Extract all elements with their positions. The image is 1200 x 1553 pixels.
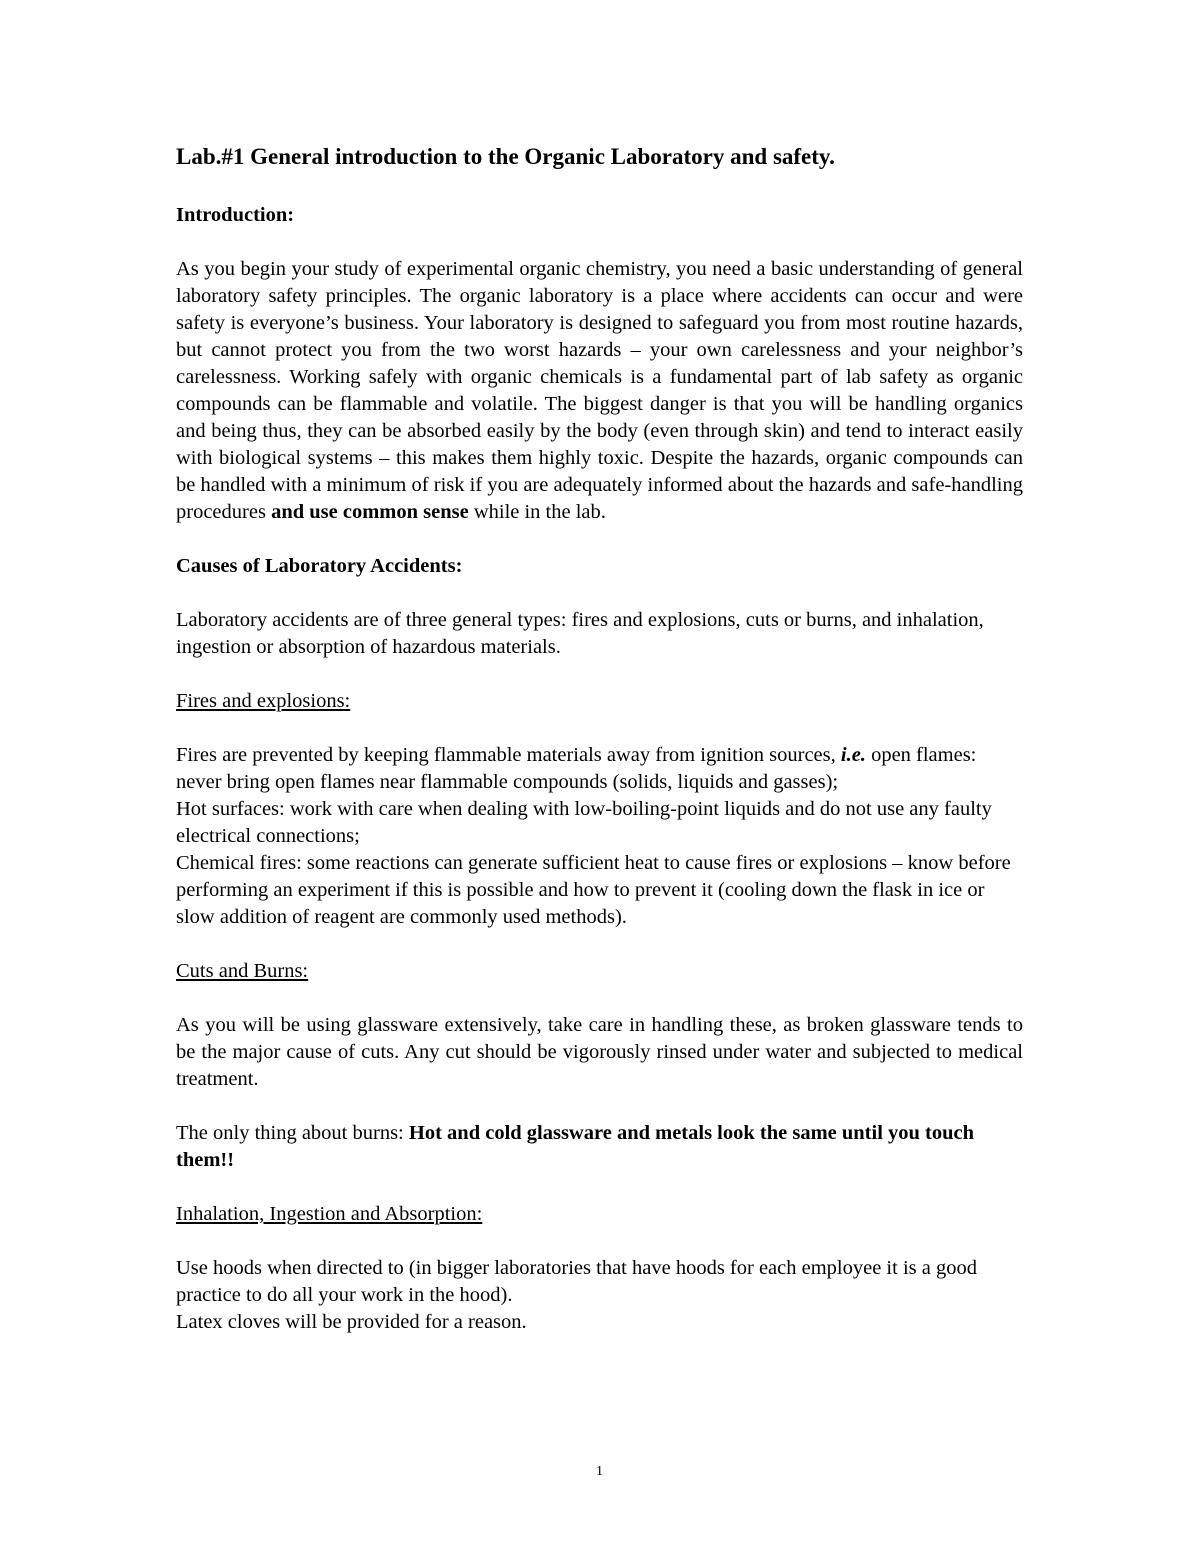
- introduction-text-end: while in the lab.: [468, 501, 606, 523]
- fires-heading: Fires and explosions:: [176, 690, 351, 712]
- ie-emphasis: i.e.: [840, 744, 866, 766]
- burns-paragraph: [176, 1120, 1023, 1174]
- fires-line1-text: Fires are prevented by keeping flammable materials away from ignition sources,: [176, 744, 841, 766]
- burns-intro: The only thing about burns:: [176, 1122, 409, 1144]
- cuts-heading: Cuts and Burns:: [176, 960, 309, 982]
- inhalation-line-gloves: Latex cloves will be provided for a reason.: [176, 1311, 527, 1333]
- inhalation-line-hoods: Use hoods when directed to (in bigger laboratories that have hoods for each employee it is a good practice to do all your work in the hood).: [176, 1257, 977, 1306]
- introduction-text: As you begin your study of experimental organic chemistry, you need a basic understanding of general laboratory safety principles. The organic laboratory is a place where accidents can occur and were safety is everyone’s business. Your laboratory is designed to safeguard you from most routine hazards, but cannot protect you from the two worst hazards – your own carelessness and your neighbor’s carelessness. Working safely with organic chemicals is a fundamental part of lab safety as organic compounds can be flammable and volatile. The biggest danger is that you will be handling organics and being thus, they can be absorbed easily by the body (even through skin) and tend to interact easily with biological systems – this makes them highly toxic. Despite the hazards, organic compounds can be handled with a minimum of risk if you are adequately informed about the hazards and safe-handling procedures: [176, 258, 1023, 523]
- burns-warning: Hot and cold glassware and metals look the same until you touch them!!: [176, 1122, 975, 1171]
- common-sense-emphasis: and use common sense: [271, 501, 469, 523]
- inhalation-heading: Inhalation, Ingestion and Absorption:: [176, 1203, 483, 1225]
- causes-heading: Causes of Laboratory Accidents:: [176, 555, 463, 577]
- causes-paragraph: Laboratory accidents are of three general types: fires and explosions, cuts or burns, and inhalation, ingestion or absorption of hazardous materials.: [176, 609, 984, 658]
- cuts-paragraph: As you will be using glassware extensively, take care in handling these, as broken glassware tends to be the major cause of cuts. Any cut should be vigorously rinsed under water and subjected to medical treatment.: [176, 1014, 1023, 1090]
- fires-line-open-flames: [176, 742, 1023, 796]
- document-title: Lab.#1 General introduction to the Organic Laboratory and safety.: [176, 144, 835, 169]
- document-page: [176, 140, 1023, 1363]
- page-number: 1: [596, 1464, 603, 1479]
- introduction-heading: Introduction:: [176, 204, 295, 226]
- fires-line-hot-surfaces: Hot surfaces: work with care when dealing with low-boiling-point liquids and do not use any faulty electrical connections;: [176, 798, 992, 847]
- fires-line-chemical-fires: Chemical fires: some reactions can generate sufficient heat to cause fires or explosions – know before performing an experiment if this is possible and how to prevent it (cooling down the flask in ice or slow addition of reagent are commonly used methods).: [176, 852, 1011, 928]
- inhalation-paragraph: [176, 1255, 1023, 1336]
- fires-paragraph: [176, 742, 1023, 931]
- fires-line1-text-end: open flames: never bring open flames near flammable compounds (solids, liquids and gasses);: [176, 744, 977, 793]
- introduction-paragraph: [176, 256, 1023, 526]
